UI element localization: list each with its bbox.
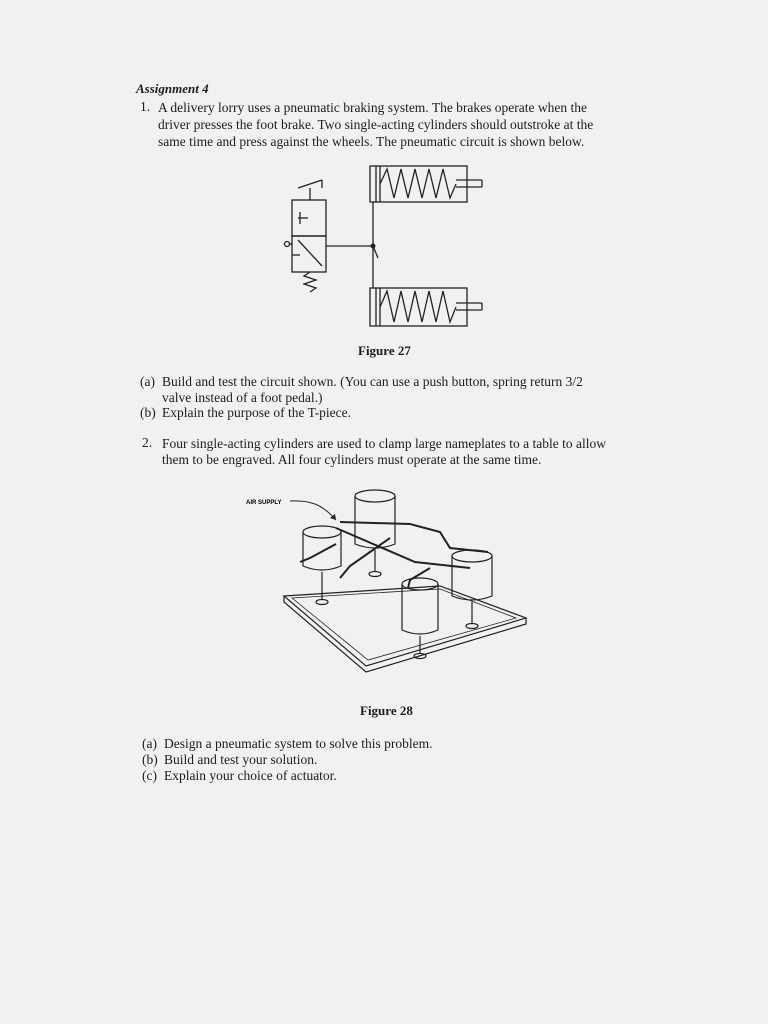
q2-line-2: them to be engraved. All four cylinders must operate at the same time. <box>162 452 542 467</box>
valve-spring-return <box>304 272 316 292</box>
q2-part-b-label: (b) <box>142 752 158 767</box>
q1-part-a-label: (a) <box>140 374 155 389</box>
q1-number: 1. <box>140 99 151 114</box>
assignment-title: Assignment 4 <box>136 81 209 96</box>
figure-27-caption: Figure 27 <box>358 343 411 358</box>
bottom-cylinder-spring <box>380 291 456 322</box>
figure-27-circuit <box>270 160 500 335</box>
q2-number: 2. <box>142 435 153 450</box>
q1-part-a-line-1: Build and test the circuit shown. (You can use a push button, spring return 3/2 <box>162 374 583 389</box>
q1-line-2: driver presses the foot brake. Two single-acting cylinders should outstroke at the <box>158 117 594 132</box>
air-supply-label: AIR SUPPLY <box>246 500 282 506</box>
q1-line-1: A delivery lorry uses a pneumatic braking system. The brakes operate when the <box>158 100 587 115</box>
valve-upper-square <box>292 200 326 236</box>
figure-28-caption: Figure 28 <box>360 703 413 718</box>
q2-line-1: Four single-acting cylinders are used to clamp large nameplates to a table to allow <box>162 436 606 451</box>
q2-part-c-label: (c) <box>142 768 157 783</box>
q2-part-b-line-1: Build and test your solution. <box>164 752 318 767</box>
figure-28-drawing <box>240 488 540 688</box>
q1-part-a-line-2: valve instead of a foot pedal.) <box>162 390 323 405</box>
top-cylinder-spring <box>380 169 456 198</box>
q1-part-b-line-1: Explain the purpose of the T-piece. <box>162 405 351 420</box>
q1-part-b-label: (b) <box>140 405 156 420</box>
valve-lower-square <box>292 236 326 272</box>
q1-line-3: same time and press against the wheels. The pneumatic circuit is shown below. <box>158 134 585 149</box>
q2-part-c-line-1: Explain your choice of actuator. <box>164 768 337 783</box>
q2-part-a-line-1: Design a pneumatic system to solve this problem. <box>164 736 433 751</box>
table-top <box>284 586 526 666</box>
q2-part-a-label: (a) <box>142 736 157 751</box>
